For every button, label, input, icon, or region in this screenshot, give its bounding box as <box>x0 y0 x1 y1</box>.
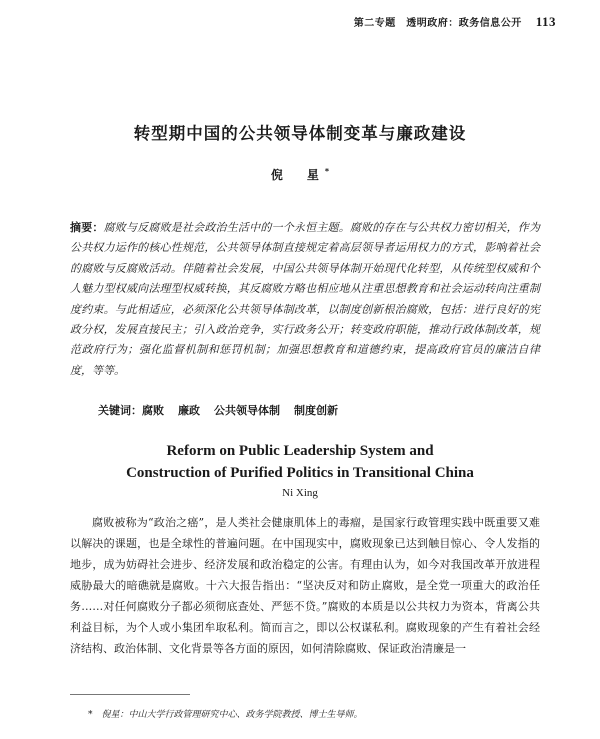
title-en-line-2: Construction of Purified Politics in Transitional China <box>126 465 474 481</box>
abstract-label: 摘要： <box>70 221 104 234</box>
author-english: Ni Xing <box>282 487 318 499</box>
body-text <box>70 512 540 659</box>
paper-title-chinese: 转型期中国的公共领导体制变革与廉政建设 <box>133 124 467 143</box>
keywords <box>98 402 538 418</box>
author-footnote-mark: * <box>324 167 330 176</box>
running-head-section: 第二专题 透明政府：政务信息公开 <box>353 18 522 29</box>
footnote: * 倪星：中山大学行政管理研究中心、政务学院教授、博士生导师。 <box>88 710 363 720</box>
author-chinese <box>0 166 600 183</box>
body-paragraph: 腐败被称为“政治之癌”，是人类社会健康肌体上的毒瘤，是国家行政管理实践中既重要又难以解决的课题，也是全球性的普遍问题。在中国现实中，腐败现象已达到触目惊心、令人发指的地步，成为妨碍社会进步、经济发展和政治稳定的公害。有理由认为，如今对我国改革开放进程威胁最大的暗礁就是腐败。十六大报告指出：“坚决反对和防止腐败，是全党一项重大的政治任务……对任何腐败分子都必须彻底查处、严惩不贷。”腐败的本质是以公共权力为资本，背离公共利益目标，为个人或小集团牟取私利。简而言之，即以公权谋私利。腐败现象的产生有着社会经济结构、政治体制、文化背景等各方面的原因，如何清除腐败、保证政治清廉是一 <box>70 516 540 655</box>
keywords-label: 关键词： <box>98 404 142 417</box>
title-en-line-1: Reform on Public Leadership System and <box>166 443 434 459</box>
keyword: 腐败 <box>142 404 164 417</box>
keyword: 制度创新 <box>294 404 338 417</box>
paper-title-english <box>0 440 600 484</box>
running-head <box>354 14 556 30</box>
keyword: 公共领导体制 <box>214 404 280 417</box>
footnote-divider <box>70 694 190 695</box>
author-name: 倪 星 <box>270 168 325 182</box>
page-number: 113 <box>535 14 556 29</box>
keyword: 廉政 <box>178 404 200 417</box>
abstract-text: 腐败与反腐败是社会政治生活中的一个永恒主题。腐败的存在与公共权力密切相关，作为公共权力运作的核心性规范，公共领导体制直接规定着高层领导者运用权力的方式，影响着社会的腐败与反腐败活动。伴随着社会发展，中国公共领导体制开始现代化转型，从传统型权威和个人魅力型权威向法理型权威转换，其反腐败方略也相应地从注重思想教育和社会运动转向注重制度约束。与此相适应，必须深化公共领导体制改革，以制度创新根治腐败，包括：进行良好的宪政分权，发展直接民主；引入政治竞争，实行政务公开；转变政府职能，推动行政体制改革，规范政府行为；强化监督机制和惩罚机制；加强思想教育和道德约束，提高政府官员的廉洁自律度，等等。 <box>70 221 541 377</box>
abstract <box>70 218 540 381</box>
